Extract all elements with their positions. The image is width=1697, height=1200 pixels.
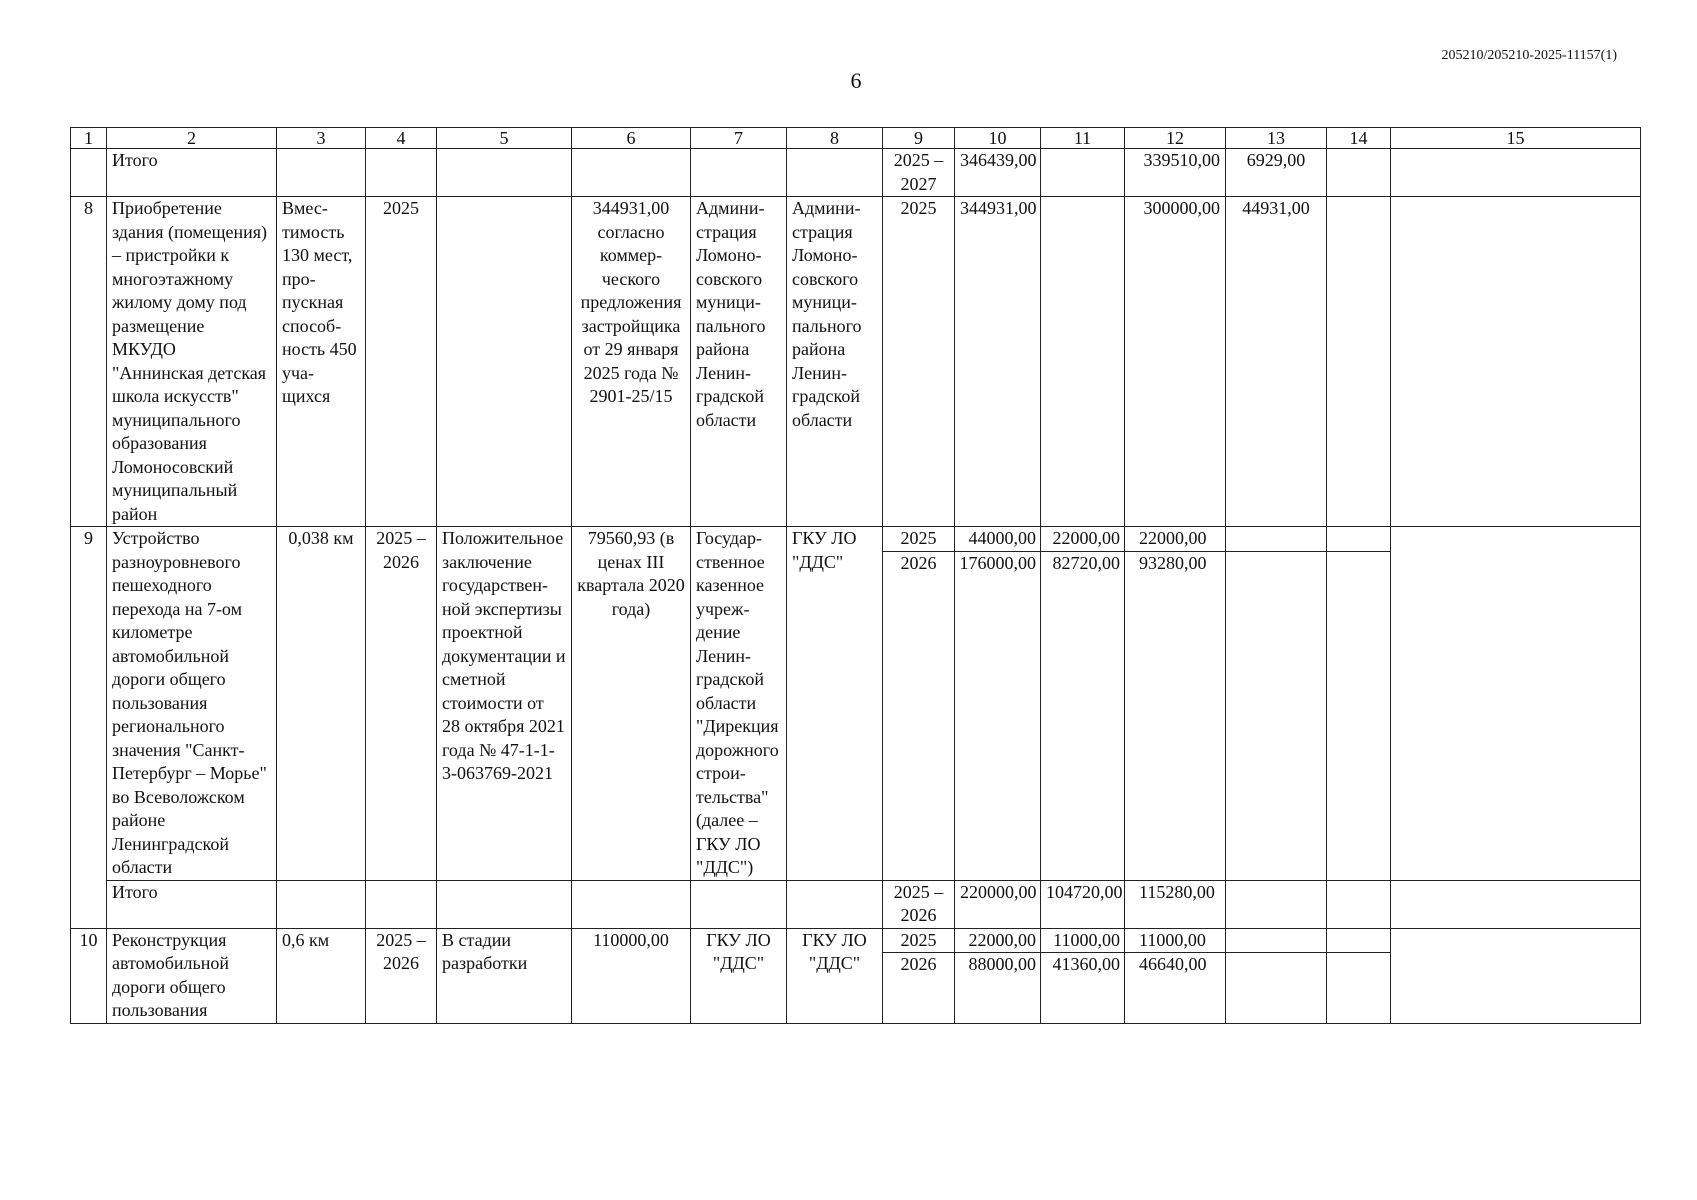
col12-2026: 46640,00 xyxy=(1139,954,1207,974)
col10-values xyxy=(955,527,1041,881)
total-col13: 6929,00 xyxy=(1226,149,1327,197)
cell-empty xyxy=(1391,149,1641,197)
header-cell: 5 xyxy=(437,128,572,149)
object-name: Реконструкция автомобильной дороги общего пользования xyxy=(107,928,277,1023)
header-cell: 7 xyxy=(691,128,787,149)
col10-2025: 44000,00 xyxy=(955,527,1040,551)
cell-empty xyxy=(277,149,366,197)
cell-empty xyxy=(366,149,437,197)
col12-values xyxy=(1125,928,1226,1023)
col13-2026 xyxy=(1226,551,1326,575)
object-recipient: ГКУ ЛО "ДДС" xyxy=(787,527,883,881)
table-row-total-9 xyxy=(71,880,1641,928)
total-period: 2025 – 2027 xyxy=(883,149,955,197)
cell-empty xyxy=(572,880,691,928)
col10-value: 344931,00 xyxy=(955,197,1041,527)
page-number: 6 xyxy=(850,68,862,93)
year-2026: 2026 xyxy=(900,954,937,974)
table-row-10 xyxy=(71,928,1641,1023)
year-2026: 2026 xyxy=(900,552,937,573)
row-number: 10 xyxy=(71,928,107,1023)
col11-2025: 11000,00 xyxy=(1041,929,1124,953)
col11-2025: 22000,00 xyxy=(1041,527,1124,551)
object-recipient: Админи-страция Ломоно-совского муници-пального района Ленин-градской области xyxy=(787,197,883,527)
row-number: 8 xyxy=(71,197,107,527)
col14-2026 xyxy=(1327,551,1390,575)
object-capacity: 0,6 км xyxy=(277,928,366,1023)
col11-2026: 82720,00 xyxy=(1052,552,1120,573)
col12-value: 300000,00 xyxy=(1125,197,1226,527)
cell-empty xyxy=(1391,880,1641,928)
col13-values xyxy=(1226,527,1327,881)
col14-2026 xyxy=(1327,953,1390,977)
table-row-8 xyxy=(71,197,1641,527)
year-2025: 2025 xyxy=(883,929,954,953)
table-row-total-7 xyxy=(71,149,1641,197)
object-years: 2025 – 2026 xyxy=(366,527,437,881)
funding-years xyxy=(883,527,955,881)
col13-2026 xyxy=(1226,953,1326,977)
object-recipient: ГКУ ЛО "ДДС" xyxy=(787,928,883,1023)
object-expertise: В стадии разработки xyxy=(437,928,572,1023)
header-cell: 11 xyxy=(1041,128,1125,149)
object-years: 2025 – 2026 xyxy=(366,928,437,1023)
col13-values xyxy=(1226,928,1327,1023)
cell-empty xyxy=(1041,149,1125,197)
funding-year: 2025 xyxy=(883,197,955,527)
object-years: 2025 xyxy=(366,197,437,527)
col11-values xyxy=(1041,527,1125,881)
col10-2026: 88000,00 xyxy=(968,954,1036,974)
object-cost: 344931,00 согласно коммер-ческого предложения застройщика от 29 января 2025 года № 2901-25/15 xyxy=(572,197,691,527)
document-number: 205210/205210-2025-11157(1) xyxy=(1441,48,1617,63)
header-cell: 10 xyxy=(955,128,1041,149)
row-number: 9 xyxy=(71,527,107,929)
total-col12: 339510,00 xyxy=(1125,149,1226,197)
total-label: Итого xyxy=(107,880,277,928)
year-2025: 2025 xyxy=(883,527,954,551)
col10-values xyxy=(955,928,1041,1023)
cell-empty xyxy=(1327,197,1391,527)
header-cell: 3 xyxy=(277,128,366,149)
header-cell: 1 xyxy=(71,128,107,149)
object-capacity: Вмес-тимость 130 мест, про-пускная способ-ность 450 уча-щихся xyxy=(277,197,366,527)
investment-table xyxy=(70,127,1641,1024)
cell-empty xyxy=(437,197,572,527)
header-cell: 2 xyxy=(107,128,277,149)
object-name: Устройство разноуровневого пешеходного перехода на 7-ом километре автомобильной дороги общего пользования регионального значения "Санкт-Петербург – Морье" во Всеволожском районе Ленинградской области xyxy=(107,527,277,881)
col12-2025: 11000,00 xyxy=(1125,929,1225,953)
object-customer: Государ-ственное казенное учреж-дение Ленин-градской области "Дирекция дорожного строи-тельства" (далее – ГКУ ЛО "ДДС") xyxy=(691,527,787,881)
total-label: Итого xyxy=(107,149,277,197)
col12-2026: 93280,00 xyxy=(1139,552,1207,573)
cell-empty xyxy=(787,880,883,928)
object-name: Приобретение здания (помещения) – пристройки к многоэтажному жилому дому под размещение МКУДО "Аннинская детская школа искусств" муниципального образования Ломоносовский муниципальный район xyxy=(107,197,277,527)
cell-empty xyxy=(1391,527,1641,881)
cell-empty xyxy=(1391,928,1641,1023)
object-customer: Админи-страция Ломоно-совского муници-пального района Ленин-градской области xyxy=(691,197,787,527)
col14-2025 xyxy=(1327,527,1390,551)
col10-2026: 176000,00 xyxy=(959,552,1036,573)
funding-years xyxy=(883,928,955,1023)
object-cost: 110000,00 xyxy=(572,928,691,1023)
col12-2025: 22000,00 xyxy=(1125,527,1225,551)
cell-empty xyxy=(572,149,691,197)
cell-empty xyxy=(437,149,572,197)
header-cell: 9 xyxy=(883,128,955,149)
total-col10: 220000,00 xyxy=(955,880,1041,928)
col13-2025 xyxy=(1226,527,1326,551)
object-cost: 79560,93 (в ценах III квартала 2020 года) xyxy=(572,527,691,881)
col13-value: 44931,00 xyxy=(1226,197,1327,527)
header-cell: 13 xyxy=(1226,128,1327,149)
object-expertise: Положительное заключение государствен-ной экспертизы проектной документации и сметной стоимости от 28 октября 2021 года № 47-1-1-3-063769-2021 xyxy=(437,527,572,881)
header-cell: 6 xyxy=(572,128,691,149)
cell-empty xyxy=(691,149,787,197)
cell-empty xyxy=(1226,880,1327,928)
header-cell: 14 xyxy=(1327,128,1391,149)
header-cell: 4 xyxy=(366,128,437,149)
cell-empty xyxy=(437,880,572,928)
col13-2025 xyxy=(1226,929,1326,953)
col10-2025: 22000,00 xyxy=(955,929,1040,953)
table-row-9 xyxy=(71,527,1641,881)
cell-empty xyxy=(691,880,787,928)
total-col10: 346439,00 xyxy=(955,149,1041,197)
cell-empty xyxy=(1041,197,1125,527)
col14-values xyxy=(1327,928,1391,1023)
cell-empty xyxy=(1327,149,1391,197)
cell-empty xyxy=(1327,880,1391,928)
cell-empty xyxy=(1391,197,1641,527)
header-cell: 8 xyxy=(787,128,883,149)
total-col12: 115280,00 xyxy=(1125,880,1226,928)
cell-empty xyxy=(277,880,366,928)
col12-values xyxy=(1125,527,1226,881)
total-col11: 104720,00 xyxy=(1041,880,1125,928)
col14-2025 xyxy=(1327,929,1390,953)
header-cell: 12 xyxy=(1125,128,1226,149)
total-period: 2025 – 2026 xyxy=(883,880,955,928)
col11-values xyxy=(1041,928,1125,1023)
object-capacity: 0,038 км xyxy=(277,527,366,881)
col14-values xyxy=(1327,527,1391,881)
header-row xyxy=(71,128,1641,149)
cell-empty xyxy=(366,880,437,928)
object-customer: ГКУ ЛО "ДДС" xyxy=(691,928,787,1023)
cell-num xyxy=(71,149,107,197)
col11-2026: 41360,00 xyxy=(1052,954,1120,974)
header-cell: 15 xyxy=(1391,128,1641,149)
cell-empty xyxy=(787,149,883,197)
